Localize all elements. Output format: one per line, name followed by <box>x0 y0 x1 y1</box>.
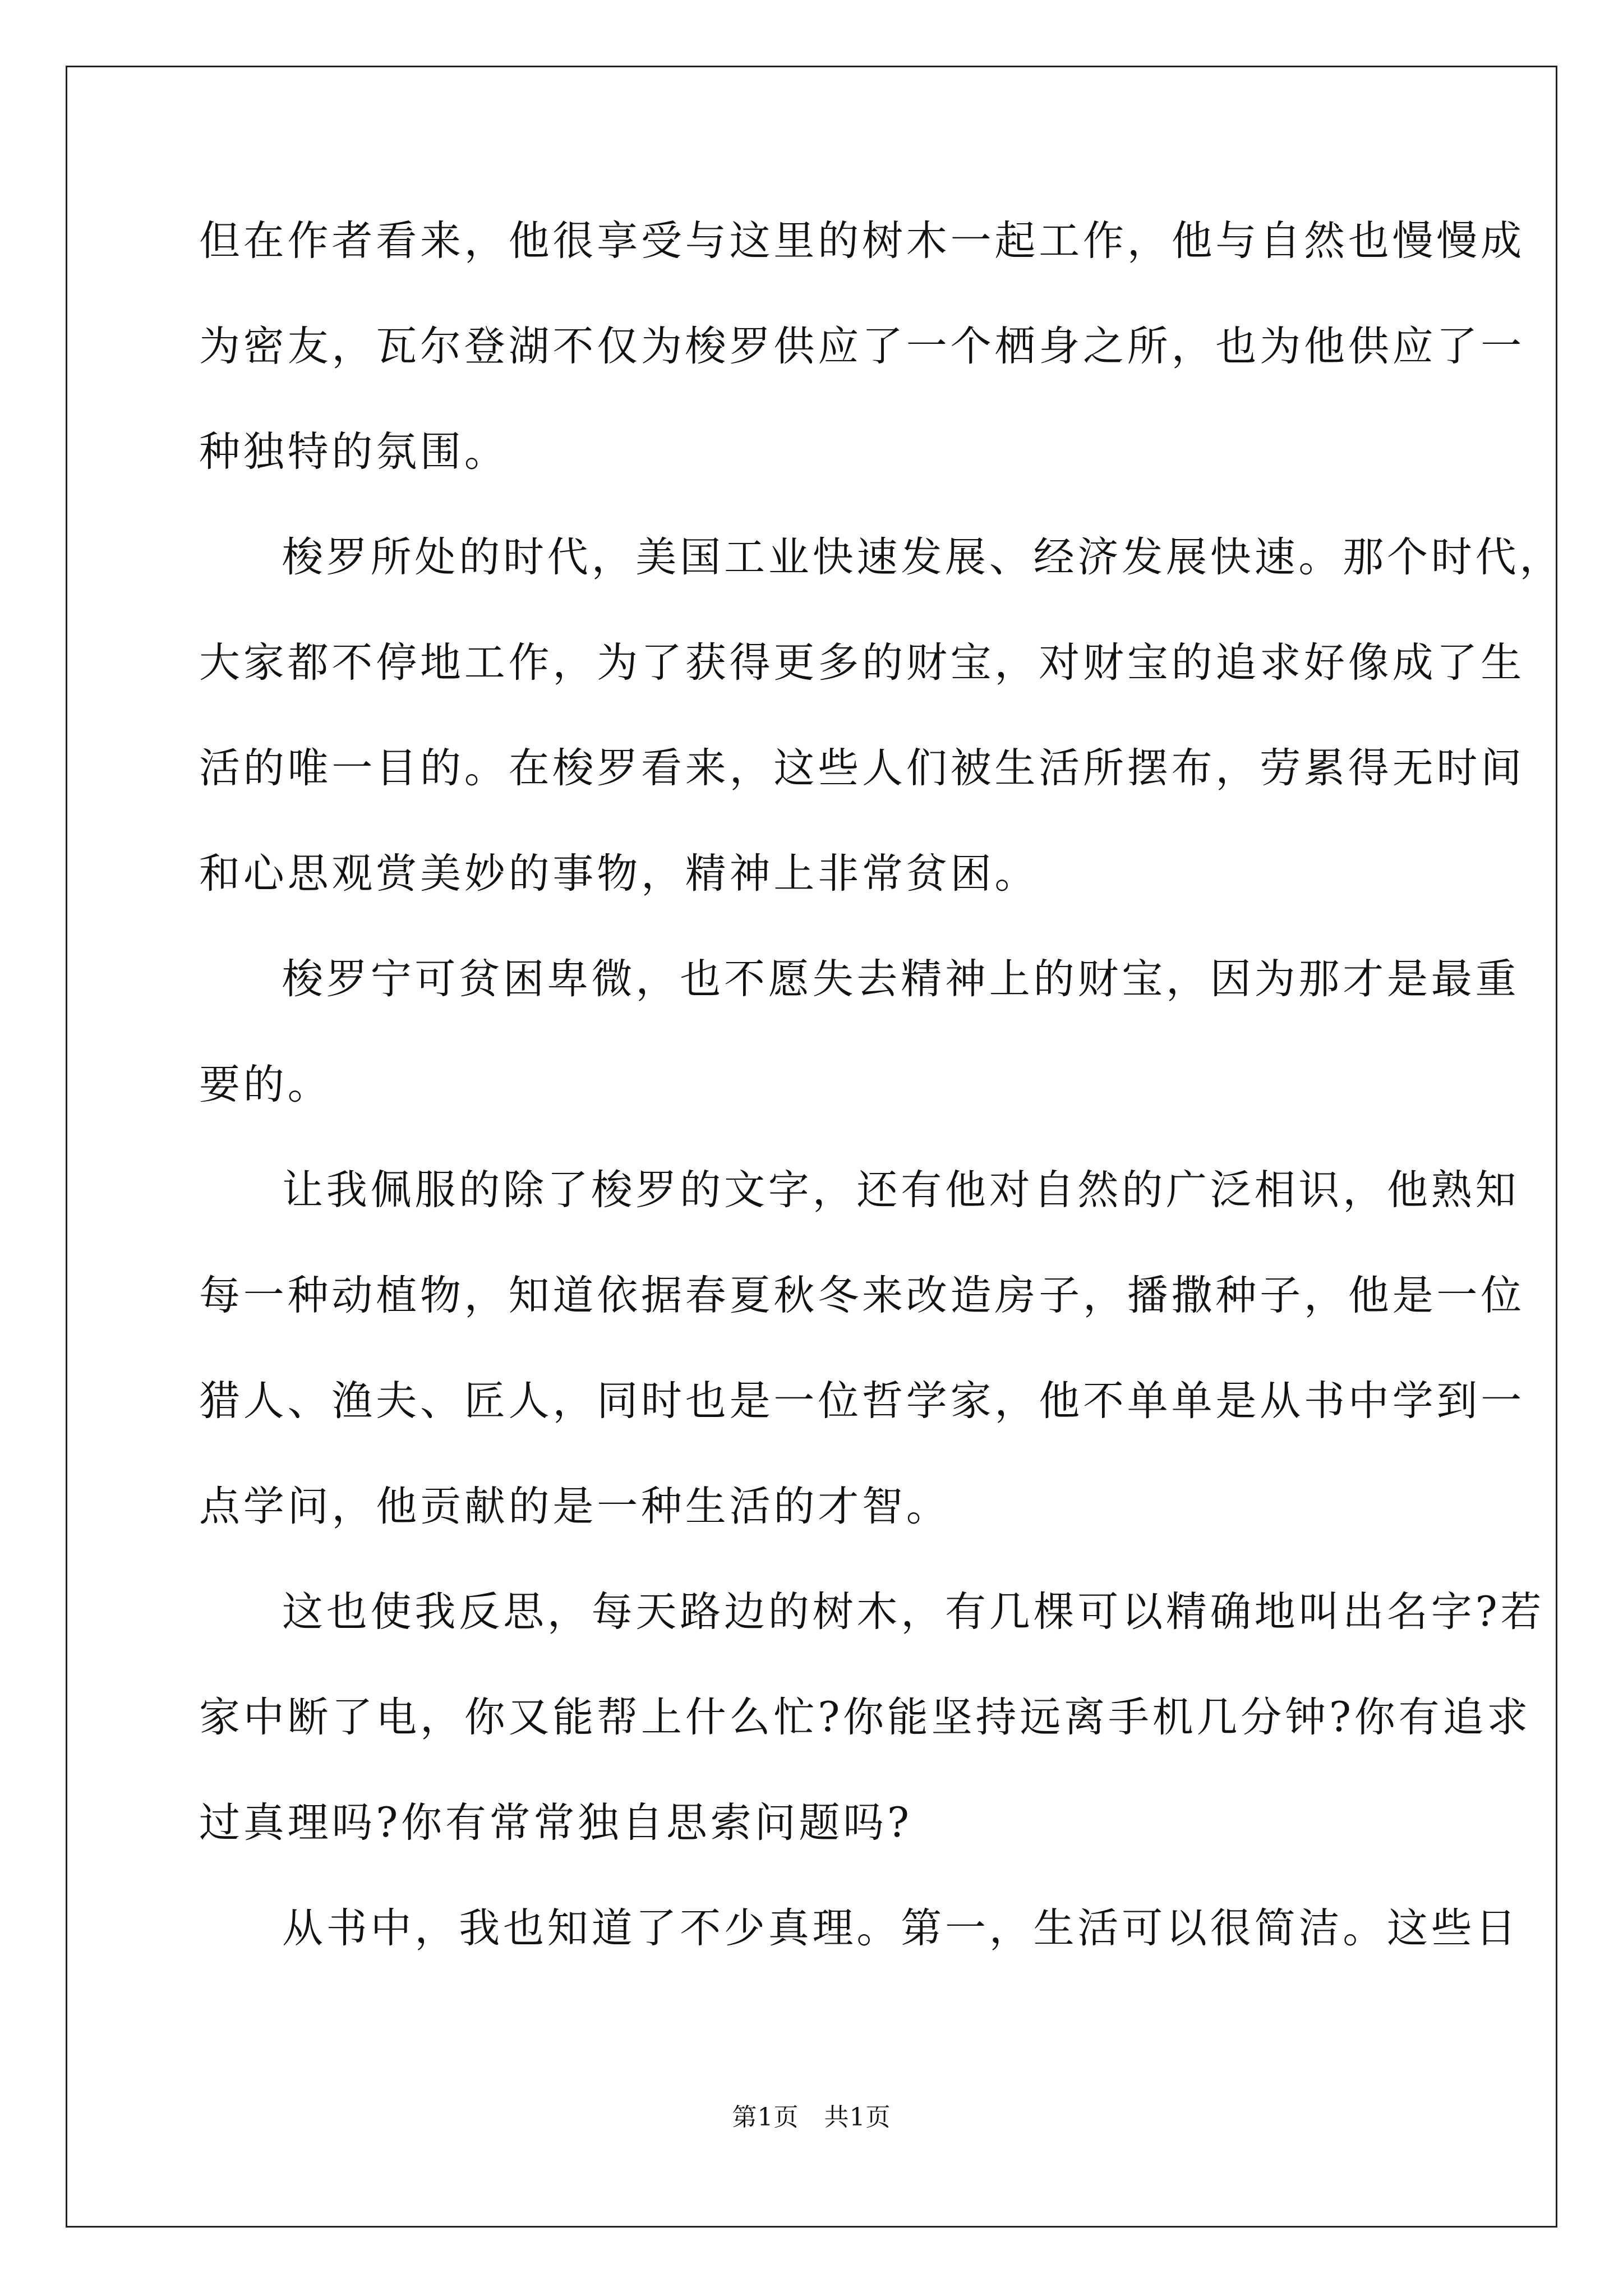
text-line: 要的。 <box>199 1061 332 1108</box>
text-line: 家中断了电，你又能帮上什么忙?你能坚持远离手机几分钟?你有追求 <box>199 1694 1532 1741</box>
text-line: 和心思观赏美妙的事物，精神上非常贫困。 <box>199 850 1039 898</box>
text-line: 这也使我反思，每天路边的树木，有几棵可以精确地叫出名字?若 <box>282 1588 1545 1636</box>
text-line: 让我佩服的除了梭罗的文字，还有他对自然的广泛相识，他熟知 <box>282 1166 1520 1214</box>
text-line: 活的唯一目的。在梭罗看来，这些人们被生活所摆布，劳累得无时间 <box>199 744 1525 792</box>
text-line: 猎人、渔夫、匠人，同时也是一位哲学家，他不单单是从书中学到一 <box>199 1377 1525 1425</box>
text-line: 为密友，瓦尔登湖不仅为梭罗供应了一个栖身之所，也为他供应了一 <box>199 323 1525 370</box>
text-line: 梭罗宁可贫困卑微，也不愿失去精神上的财宝，因为那才是最重 <box>282 955 1520 1003</box>
text-line: 从书中，我也知道了不少真理。第一，生活可以很简洁。这些日 <box>282 1904 1520 1952</box>
text-line: 每一种动植物，知道依据春夏秋冬来改造房子，播撒种子，他是一位 <box>199 1272 1525 1319</box>
page-number: 第1页 共1页 <box>732 2103 891 2132</box>
text-line: 点学问，他贡献的是一种生活的才智。 <box>199 1483 951 1530</box>
text-line: 梭罗所处的时代，美国工业快速发展、经济发展快速。那个时代， <box>282 533 1564 581</box>
text-line: 过真理吗?你有常常独自思索问题吗? <box>199 1799 912 1847</box>
text-line: 但在作者看来，他很享受与这里的树木一起工作，他与自然也慢慢成 <box>199 217 1525 265</box>
text-line: 种独特的氛围。 <box>199 428 509 476</box>
text-line: 大家都不停地工作，为了获得更多的财宝，对财宝的追求好像成了生 <box>199 639 1525 687</box>
